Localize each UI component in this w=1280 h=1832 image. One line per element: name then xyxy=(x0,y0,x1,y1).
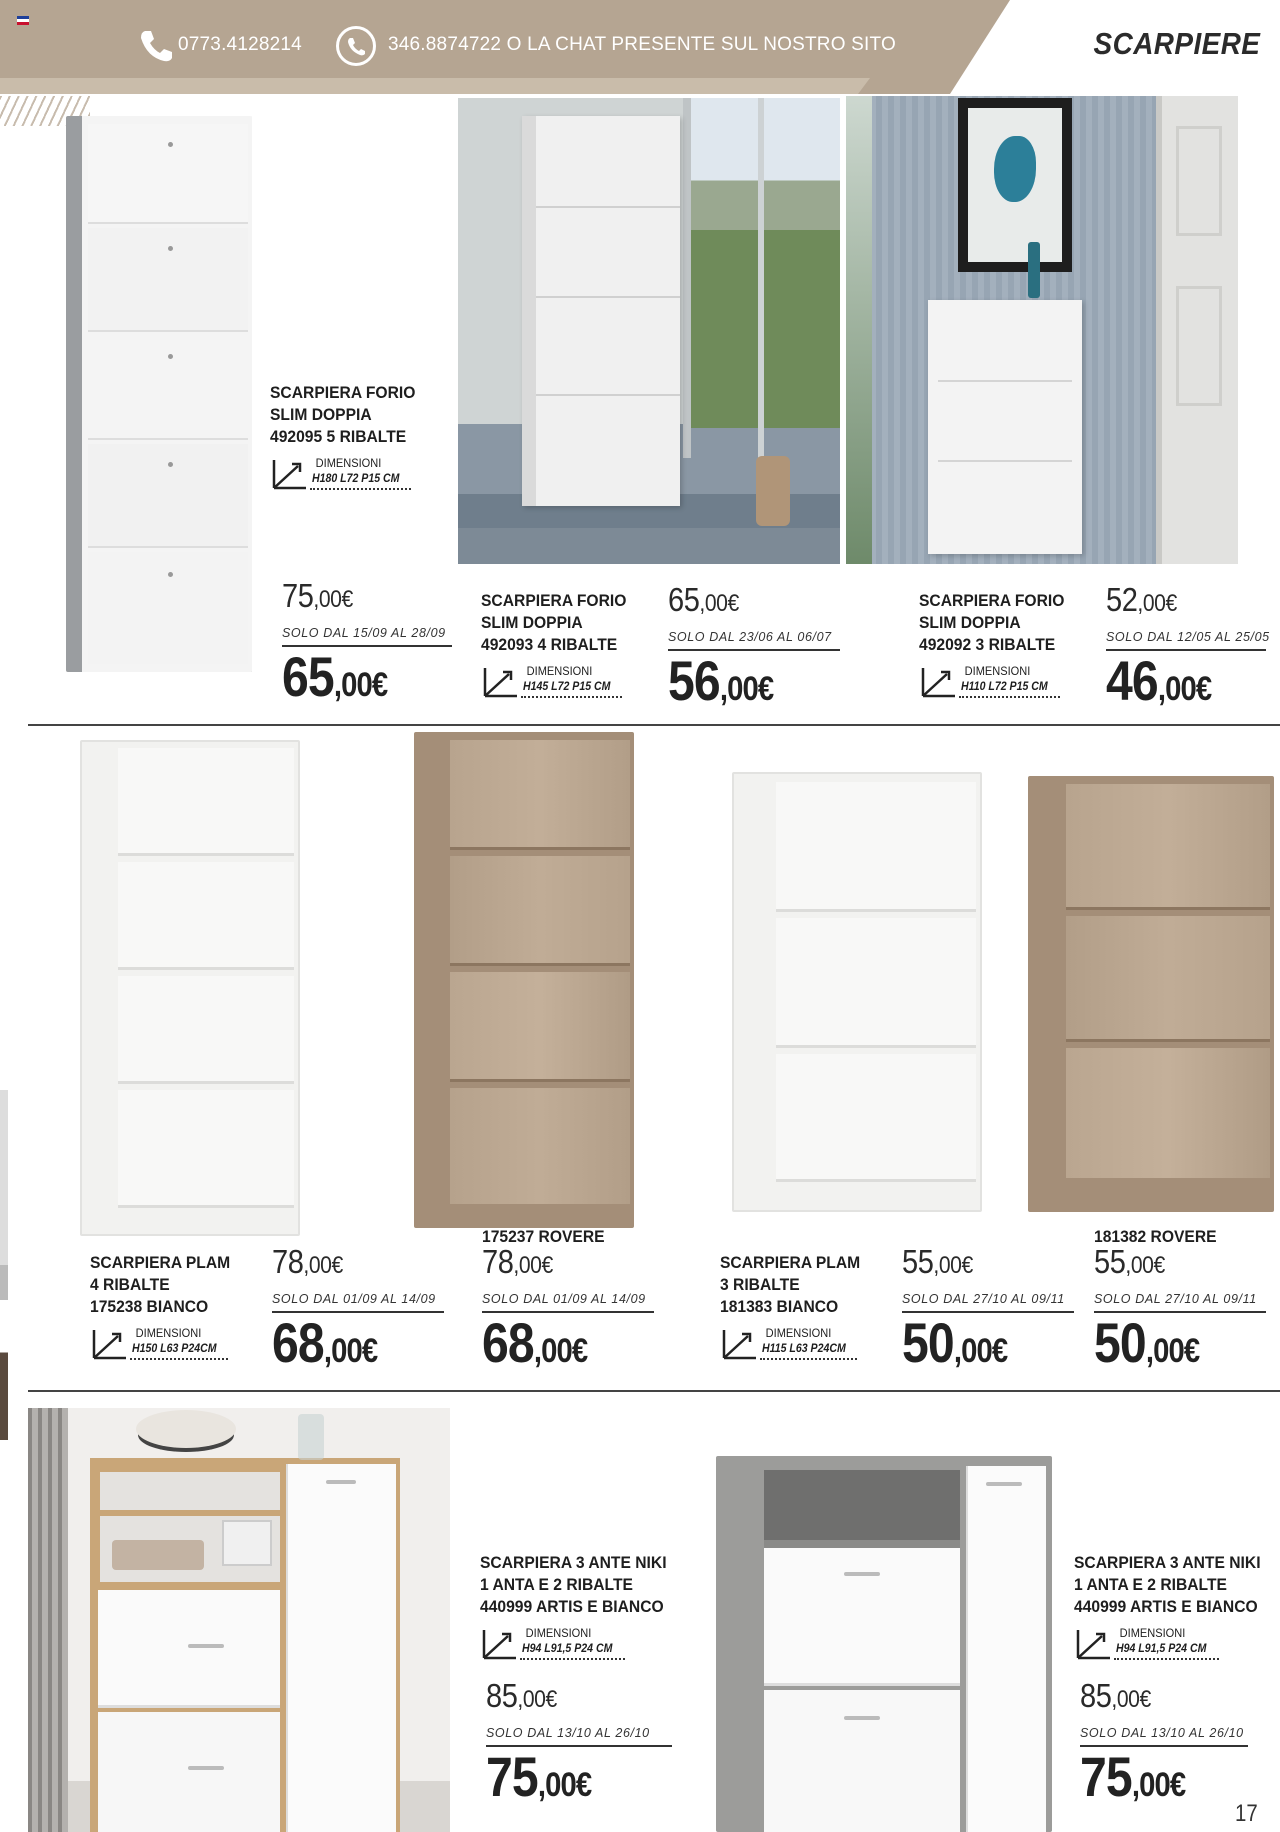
whatsapp-icon xyxy=(336,26,376,66)
old-price: 52,00€ xyxy=(1106,581,1177,618)
offer-period: SOLO DAL 23/06 AL 06/07 xyxy=(668,622,840,651)
product-2-price xyxy=(668,582,840,719)
old-price: 55,00€ xyxy=(902,1243,973,1280)
old-price: 85,00€ xyxy=(486,1677,557,1714)
product-8-title: SCARPIERA 3 ANTE NIKI 1 ANTA E 2 RIBALTE 440999 ARTIS E BIANCO xyxy=(480,1553,667,1616)
old-price: 65,00€ xyxy=(668,581,739,618)
dimensions-icon xyxy=(480,1626,520,1660)
row-divider-2 xyxy=(28,1390,1280,1392)
offer-period: SOLO DAL 13/10 AL 26/10 xyxy=(1080,1718,1248,1747)
product-4-title: SCARPIERA PLAM 4 RIBALTE 175238 BIANCO xyxy=(90,1253,231,1316)
product-image-plam-3-rovere xyxy=(1028,776,1274,1212)
product-image-plam-3-bianco xyxy=(732,772,982,1212)
offer-period: SOLO DAL 12/05 AL 25/05 xyxy=(1106,622,1266,651)
product-3-price xyxy=(1106,581,1270,719)
new-price: 56,00€ xyxy=(668,649,774,712)
offer-period: SOLO DAL 15/09 AL 28/09 xyxy=(282,618,452,647)
product-2-dimensions: DIMENSIONI H145 L72 P15 CM xyxy=(481,664,622,698)
product-9-price xyxy=(1080,1678,1248,1815)
new-price: 68,00€ xyxy=(272,1311,378,1374)
product-1-title: SCARPIERA FORIO SLIM DOPPIA 492095 5 RIBALTE xyxy=(270,383,416,446)
new-price: 65,00€ xyxy=(282,645,388,708)
product-5-price xyxy=(482,1244,654,1381)
new-price: 50,00€ xyxy=(902,1311,1008,1374)
product-9-dimensions: DIMENSIONI H94 L91,5 P24 CM xyxy=(1074,1626,1219,1660)
product-8-price xyxy=(486,1678,672,1815)
product-5-title: 175237 ROVERE xyxy=(482,1227,605,1246)
old-price: 78,00€ xyxy=(272,1243,343,1280)
product-image-forio-5 xyxy=(66,116,252,672)
dimensions-icon xyxy=(270,456,310,490)
old-price: 78,00€ xyxy=(482,1243,553,1280)
product-6-title: SCARPIERA PLAM 3 RIBALTE 181383 BIANCO xyxy=(720,1253,861,1316)
product-3-dimensions: DIMENSIONI H110 L72 P15 CM xyxy=(919,664,1060,698)
flag-icon xyxy=(17,16,29,25)
product-8-dimensions: DIMENSIONI H94 L91,5 P24 CM xyxy=(480,1626,625,1660)
product-image-niki-room xyxy=(28,1408,450,1832)
offer-period: SOLO DAL 01/09 AL 14/09 xyxy=(482,1284,654,1313)
product-7-title: 181382 ROVERE xyxy=(1094,1227,1217,1246)
product-image-forio-3 xyxy=(846,96,1238,564)
phone-icon xyxy=(136,26,176,66)
new-price: 46,00€ xyxy=(1106,649,1212,712)
old-price: 85,00€ xyxy=(1080,1677,1151,1714)
product-7-price xyxy=(1094,1244,1266,1381)
product-6-dimensions: DIMENSIONI H115 L63 P24CM xyxy=(720,1326,857,1360)
new-price: 68,00€ xyxy=(482,1311,588,1374)
product-6-price xyxy=(902,1244,1074,1381)
dimensions-icon xyxy=(481,664,521,698)
offer-period: SOLO DAL 27/10 AL 09/11 xyxy=(902,1284,1074,1313)
product-2-title: SCARPIERA FORIO SLIM DOPPIA 492093 4 RIBALTE xyxy=(481,591,627,654)
product-image-plam-4-rovere xyxy=(414,732,634,1228)
offer-period: SOLO DAL 27/10 AL 09/11 xyxy=(1094,1284,1266,1313)
header-band xyxy=(0,78,870,94)
row-divider-1 xyxy=(28,724,1280,726)
product-3-title: SCARPIERA FORIO SLIM DOPPIA 492092 3 RIBALTE xyxy=(919,591,1065,654)
dimensions-icon xyxy=(919,664,959,698)
product-image-forio-4 xyxy=(458,98,840,564)
dimensions-icon xyxy=(90,1326,130,1360)
product-image-plam-4-bianco xyxy=(80,740,300,1236)
product-4-price xyxy=(272,1244,444,1381)
new-price: 75,00€ xyxy=(1080,1745,1186,1808)
side-stripe xyxy=(0,1090,8,1440)
product-4-dimensions: DIMENSIONI H150 L63 P24CM xyxy=(90,1326,228,1360)
new-price: 75,00€ xyxy=(486,1745,592,1808)
product-1-dimensions: DIMENSIONI H180 L72 P15 CM xyxy=(270,456,411,490)
dimensions-icon xyxy=(720,1326,760,1360)
whatsapp-text[interactable]: 346.8874722 O LA CHAT PRESENTE SUL NOSTRO SITO xyxy=(388,34,896,55)
old-price: 55,00€ xyxy=(1094,1243,1165,1280)
offer-period: SOLO DAL 01/09 AL 14/09 xyxy=(272,1284,444,1313)
dimensions-icon xyxy=(1074,1626,1114,1660)
phone-number[interactable]: 0773.4128214 xyxy=(178,34,302,55)
offer-period: SOLO DAL 13/10 AL 26/10 xyxy=(486,1718,672,1747)
product-9-title: SCARPIERA 3 ANTE NIKI 1 ANTA E 2 RIBALTE 440999 ARTIS E BIANCO xyxy=(1074,1553,1261,1616)
new-price: 50,00€ xyxy=(1094,1311,1200,1374)
page-number: 17 xyxy=(1235,1800,1258,1827)
section-title: SCARPIERE xyxy=(1093,26,1260,61)
product-image-niki xyxy=(716,1456,1052,1832)
old-price: 75,00€ xyxy=(282,577,353,614)
product-1-price xyxy=(282,578,452,715)
